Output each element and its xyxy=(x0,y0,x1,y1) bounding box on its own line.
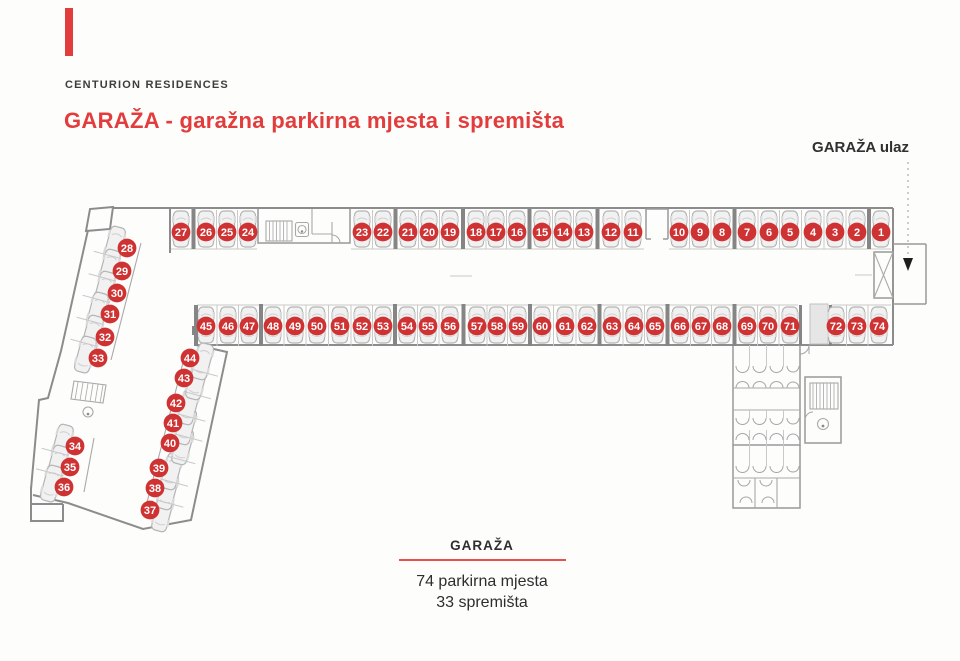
svg-text:2: 2 xyxy=(853,226,861,239)
svg-text:45: 45 xyxy=(199,320,213,333)
parking-spot-40 xyxy=(161,434,180,453)
svg-text:21: 21 xyxy=(401,226,415,239)
svg-text:12: 12 xyxy=(604,226,618,239)
parking-spot-9 xyxy=(691,223,710,242)
svg-text:43: 43 xyxy=(177,372,191,385)
svg-text:69: 69 xyxy=(740,320,754,333)
svg-text:27: 27 xyxy=(174,226,188,239)
parking-spot-68 xyxy=(713,317,732,336)
parking-spot-53 xyxy=(374,317,393,336)
parking-spot-64 xyxy=(625,317,644,336)
svg-text:13: 13 xyxy=(577,226,591,239)
legend-parking-count: 74 parkirna mjesta xyxy=(416,573,548,590)
parking-spot-44 xyxy=(181,349,200,368)
svg-text:15: 15 xyxy=(535,226,549,239)
svg-text:28: 28 xyxy=(120,242,134,255)
svg-text:40: 40 xyxy=(163,437,177,450)
svg-text:74: 74 xyxy=(872,320,886,333)
svg-text:71: 71 xyxy=(783,320,797,333)
parking-spot-51 xyxy=(331,317,350,336)
parking-spot-31 xyxy=(101,305,120,324)
parking-spot-45 xyxy=(197,317,216,336)
svg-text:70: 70 xyxy=(761,320,775,333)
svg-text:64: 64 xyxy=(627,320,641,333)
svg-text:3: 3 xyxy=(831,226,839,239)
parking-spot-73 xyxy=(848,317,867,336)
svg-text:58: 58 xyxy=(490,320,504,333)
page-title: GARAŽA - garažna parkirna mjesta i spremišta xyxy=(64,108,565,133)
parking-spot-2 xyxy=(848,223,867,242)
entrance-arrow-icon xyxy=(903,258,913,271)
svg-text:31: 31 xyxy=(103,308,117,321)
svg-text:42: 42 xyxy=(169,397,183,410)
parking-spot-52 xyxy=(353,317,372,336)
parking-spot-7 xyxy=(738,223,757,242)
entrance-lane xyxy=(893,162,926,304)
ramp-area xyxy=(799,304,832,354)
garage-entrance-label: GARAŽA ulaz xyxy=(812,139,909,156)
legend-underline xyxy=(399,559,566,561)
brand-name: CENTURION RESIDENCES xyxy=(65,79,229,91)
parking-spot-65 xyxy=(646,317,665,336)
parking-spot-25 xyxy=(218,223,237,242)
parking-spot-27 xyxy=(172,223,191,242)
parking-spot-60 xyxy=(533,317,552,336)
parking-spot-39 xyxy=(150,459,169,478)
svg-text:57: 57 xyxy=(470,320,484,333)
parking-spot-48 xyxy=(264,317,283,336)
svg-text:1: 1 xyxy=(877,226,885,239)
parking-spot-8 xyxy=(713,223,732,242)
svg-text:14: 14 xyxy=(556,226,570,239)
spot-numbers xyxy=(55,223,891,520)
svg-text:52: 52 xyxy=(355,320,369,333)
svg-text:55: 55 xyxy=(421,320,435,333)
parking-spot-70 xyxy=(759,317,778,336)
svg-text:35: 35 xyxy=(63,461,77,474)
storage-stairwell xyxy=(805,377,841,443)
svg-text:37: 37 xyxy=(143,504,157,517)
parking-spot-15 xyxy=(533,223,552,242)
svg-text:20: 20 xyxy=(422,226,436,239)
niche-room xyxy=(646,209,668,239)
svg-text:68: 68 xyxy=(715,320,729,333)
svg-text:22: 22 xyxy=(376,226,390,239)
parking-spot-11 xyxy=(624,223,643,242)
svg-text:65: 65 xyxy=(648,320,662,333)
parking-spot-32 xyxy=(96,328,115,347)
parking-spot-37 xyxy=(141,501,160,520)
parking-spot-12 xyxy=(602,223,621,242)
parking-spot-28 xyxy=(118,239,137,258)
parking-spot-58 xyxy=(488,317,507,336)
parking-spot-35 xyxy=(61,458,80,477)
parking-spot-22 xyxy=(374,223,393,242)
parking-spot-3 xyxy=(826,223,845,242)
stairwell-top xyxy=(258,209,350,243)
parking-spot-72 xyxy=(827,317,846,336)
parking-spot-54 xyxy=(398,317,417,336)
svg-text:49: 49 xyxy=(288,320,302,333)
parking-spot-63 xyxy=(603,317,622,336)
svg-text:72: 72 xyxy=(829,320,843,333)
svg-text:19: 19 xyxy=(443,226,457,239)
svg-text:54: 54 xyxy=(400,320,414,333)
parking-spot-49 xyxy=(286,317,305,336)
storage-block-upper xyxy=(733,345,800,445)
svg-text:16: 16 xyxy=(510,226,524,239)
svg-text:18: 18 xyxy=(469,226,483,239)
parking-spot-61 xyxy=(556,317,575,336)
parking-spot-56 xyxy=(441,317,460,336)
parking-spot-10 xyxy=(670,223,689,242)
parking-spot-46 xyxy=(219,317,238,336)
parking-spot-1 xyxy=(872,223,891,242)
parking-spot-13 xyxy=(575,223,594,242)
parking-spot-38 xyxy=(146,479,165,498)
svg-text:9: 9 xyxy=(696,226,704,239)
parking-spot-14 xyxy=(554,223,573,242)
svg-text:44: 44 xyxy=(183,352,197,365)
svg-text:46: 46 xyxy=(221,320,235,333)
svg-text:47: 47 xyxy=(242,320,256,333)
parking-spot-24 xyxy=(239,223,258,242)
parking-spot-59 xyxy=(509,317,528,336)
parking-spot-30 xyxy=(108,284,127,303)
parking-spot-18 xyxy=(467,223,486,242)
parking-spot-41 xyxy=(164,414,183,433)
parking-spot-66 xyxy=(671,317,690,336)
svg-text:34: 34 xyxy=(68,440,82,453)
parking-spot-26 xyxy=(197,223,216,242)
svg-text:17: 17 xyxy=(489,226,503,239)
svg-text:73: 73 xyxy=(850,320,864,333)
svg-text:24: 24 xyxy=(241,226,255,239)
parking-spot-16 xyxy=(508,223,527,242)
parking-spot-17 xyxy=(487,223,506,242)
wc-icon xyxy=(818,419,829,430)
svg-text:38: 38 xyxy=(148,482,162,495)
parking-spot-42 xyxy=(167,394,186,413)
svg-text:26: 26 xyxy=(199,226,213,239)
legend xyxy=(2,538,960,613)
svg-text:51: 51 xyxy=(333,320,347,333)
parking-spot-74 xyxy=(870,317,889,336)
svg-text:7: 7 xyxy=(743,226,751,239)
parking-spot-33 xyxy=(89,349,108,368)
svg-text:30: 30 xyxy=(110,287,124,300)
parking-spot-36 xyxy=(55,478,74,497)
svg-text:62: 62 xyxy=(580,320,594,333)
svg-text:32: 32 xyxy=(98,331,112,344)
parking-spot-47 xyxy=(240,317,259,336)
svg-text:61: 61 xyxy=(558,320,572,333)
parking-spot-20 xyxy=(420,223,439,242)
parking-spot-6 xyxy=(760,223,779,242)
parking-spot-5 xyxy=(781,223,800,242)
parking-spot-50 xyxy=(308,317,327,336)
svg-text:53: 53 xyxy=(376,320,390,333)
elevator-icon xyxy=(874,252,893,298)
svg-text:63: 63 xyxy=(605,320,619,333)
svg-text:25: 25 xyxy=(220,226,234,239)
svg-text:11: 11 xyxy=(627,226,639,239)
svg-text:66: 66 xyxy=(673,320,687,333)
storage-block-lower xyxy=(733,445,800,508)
svg-text:41: 41 xyxy=(166,417,180,430)
parking-spot-29 xyxy=(113,262,132,281)
svg-text:23: 23 xyxy=(355,226,369,239)
parking-spot-19 xyxy=(441,223,460,242)
svg-text:48: 48 xyxy=(266,320,280,333)
parking-spot-21 xyxy=(399,223,418,242)
parking-spot-4 xyxy=(804,223,823,242)
legend-title: GARAŽA xyxy=(450,538,514,553)
parking-spot-69 xyxy=(738,317,757,336)
svg-text:10: 10 xyxy=(672,226,686,239)
svg-text:56: 56 xyxy=(443,320,457,333)
svg-text:50: 50 xyxy=(310,320,324,333)
parking-spot-43 xyxy=(175,369,194,388)
svg-text:33: 33 xyxy=(91,352,105,365)
svg-text:67: 67 xyxy=(694,320,708,333)
svg-text:29: 29 xyxy=(115,265,129,278)
parking-spot-23 xyxy=(353,223,372,242)
legend-storage-count: 33 spremišta xyxy=(436,594,528,611)
svg-text:60: 60 xyxy=(535,320,549,333)
svg-text:6: 6 xyxy=(765,226,773,239)
svg-text:5: 5 xyxy=(786,226,794,239)
parking-spot-62 xyxy=(578,317,597,336)
svg-text:4: 4 xyxy=(809,226,817,239)
wc-icon-wing xyxy=(83,407,93,417)
parking-spot-34 xyxy=(66,437,85,456)
svg-text:39: 39 xyxy=(152,462,166,475)
parking-spot-71 xyxy=(781,317,800,336)
svg-text:36: 36 xyxy=(57,481,71,494)
svg-text:59: 59 xyxy=(511,320,525,333)
parking-spot-57 xyxy=(468,317,487,336)
svg-text:8: 8 xyxy=(718,226,726,239)
parking-spot-67 xyxy=(692,317,711,336)
parking-spot-55 xyxy=(419,317,438,336)
